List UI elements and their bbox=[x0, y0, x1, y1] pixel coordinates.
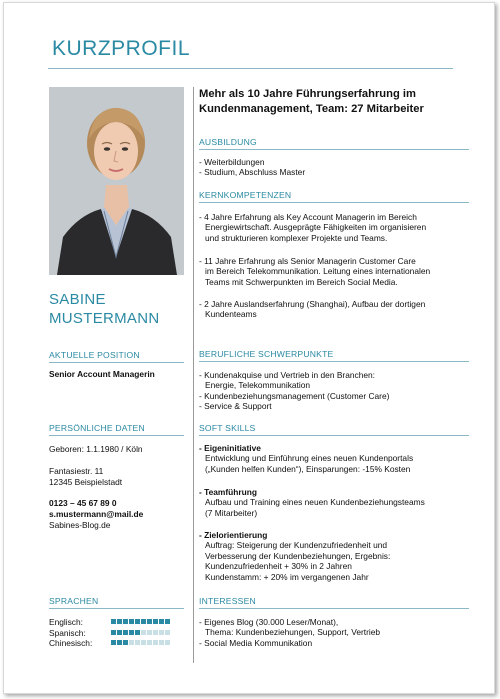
level-square-empty bbox=[141, 640, 146, 645]
list-item-cont: Energie, Telekommunikation bbox=[205, 380, 311, 391]
level-square-empty bbox=[153, 640, 158, 645]
level-square-empty bbox=[135, 640, 140, 645]
language-level bbox=[111, 619, 170, 624]
soft-skill-title: - Teamführung bbox=[199, 487, 257, 497]
level-square-filled bbox=[129, 619, 134, 624]
competence-item bbox=[199, 299, 425, 320]
level-square-filled bbox=[153, 619, 158, 624]
list-item: - 4 Jahre Erfahrung als Key Account Managerin im Bereich bbox=[199, 212, 417, 222]
soft-skill-line: Entwicklung und Einführung eines neuen Kundenportals bbox=[205, 453, 414, 464]
profile-photo bbox=[49, 87, 184, 275]
email: s.mustermann@mail.de bbox=[49, 509, 144, 519]
soft-skills-heading: SOFT SKILLS bbox=[199, 423, 256, 433]
level-square-empty bbox=[159, 630, 164, 635]
level-square-filled bbox=[123, 619, 128, 624]
list-item-cont: Thema: Kundenbeziehungen, Support, Vertrieb bbox=[205, 627, 381, 638]
portrait-illustration bbox=[49, 87, 184, 275]
list-item: - Eigenes Blog (30.000 Leser/Monat), bbox=[199, 617, 339, 627]
list-item: - Weiterbildungen bbox=[199, 157, 265, 167]
list-item-cont: Energiewirtschaft. Ausgeprägte Fähigkeiten im organisieren bbox=[205, 222, 427, 233]
language-name: Englisch: bbox=[49, 617, 83, 627]
soft-skill-line: Kundenstamm: + 20% im vergangenen Jahr bbox=[205, 571, 369, 582]
level-square-empty bbox=[147, 630, 152, 635]
list-item-cont: Teams mit Schwerpunkten im Bereich Social Media. bbox=[205, 276, 398, 287]
personal-heading-line bbox=[49, 435, 184, 436]
full-name bbox=[49, 290, 160, 328]
list-item-cont: und strukturieren komplexer Projekte und Teams. bbox=[205, 232, 388, 243]
level-square-empty bbox=[141, 630, 146, 635]
first-name: SABINE bbox=[49, 291, 106, 308]
soft-skill-title: - Eigeninitiative bbox=[199, 443, 261, 453]
level-square-filled bbox=[135, 630, 140, 635]
competence-item bbox=[199, 212, 426, 243]
soft-skill-line: Aufbau und Training eines neuen Kundenbeziehungsteams bbox=[205, 497, 425, 508]
list-item-cont: im Bereich Telekommunikation. Leitung eines internationalen bbox=[205, 266, 431, 277]
soft-skill-line: Verbesserung der Kundenbeziehungen, Ergebnis: bbox=[205, 550, 391, 561]
education-list bbox=[199, 157, 305, 178]
blog-link: Sabines-Blog.de bbox=[49, 520, 111, 530]
city: 12345 Beispielstadt bbox=[49, 477, 123, 487]
language-name: Spanisch: bbox=[49, 627, 86, 638]
language-row bbox=[49, 628, 86, 638]
street: Fantasiestr. 11 bbox=[49, 466, 104, 476]
level-square-empty bbox=[165, 640, 170, 645]
list-item: - Service & Support bbox=[199, 401, 272, 412]
competence-item bbox=[199, 256, 430, 287]
current-position: Senior Account Managerin bbox=[49, 369, 155, 379]
position-heading: AKTUELLE POSITION bbox=[49, 350, 140, 360]
list-item: - 2 Jahre Auslandserfahrung (Shanghai), Aufbau der dortigen bbox=[199, 299, 426, 309]
level-square-empty bbox=[153, 630, 158, 635]
level-square-filled bbox=[117, 619, 122, 624]
language-level bbox=[111, 640, 170, 645]
level-square-filled bbox=[159, 619, 164, 624]
list-item: - Social Media Kommunikation bbox=[199, 637, 313, 648]
soft-skill bbox=[199, 443, 413, 474]
level-square-filled bbox=[123, 630, 128, 635]
language-name: Chinesisch: bbox=[49, 638, 93, 648]
soft-skill-title: - Zielorientierung bbox=[199, 530, 268, 540]
soft-skill-line: Kundenzufriedenheit + 30% in 2 Jahren bbox=[205, 561, 352, 572]
position-heading-line bbox=[49, 362, 184, 363]
level-square-empty bbox=[165, 630, 170, 635]
languages-heading: SPRACHEN bbox=[49, 596, 99, 606]
personal-heading: PERSÖNLICHE DATEN bbox=[49, 423, 145, 433]
soft-skill bbox=[199, 530, 390, 582]
column-divider bbox=[193, 87, 194, 663]
last-name: MUSTERMANN bbox=[49, 310, 160, 327]
interests-heading-line bbox=[199, 608, 469, 609]
level-square-empty bbox=[129, 640, 134, 645]
education-heading: AUSBILDUNG bbox=[199, 137, 257, 147]
level-square-filled bbox=[141, 619, 146, 624]
soft-skill-line: Auftrag: Steigerung der Kundenzufriedenheit und bbox=[205, 540, 388, 551]
level-square-filled bbox=[123, 640, 128, 645]
level-square-empty bbox=[159, 640, 164, 645]
focus-list bbox=[199, 370, 389, 412]
soft-skill-line: („Kunden helfen Kunden“), Einsparungen: -15% Kosten bbox=[205, 463, 411, 474]
soft-skill-line: (7 Mitarbeiter) bbox=[205, 507, 258, 518]
level-square-filled bbox=[165, 619, 170, 624]
education-heading-line bbox=[199, 149, 469, 150]
interests-heading: INTERESSEN bbox=[199, 596, 256, 606]
phone: 0123 – 45 67 89 0 bbox=[49, 498, 117, 508]
birth-info: Geboren: 1.1.1980 / Köln bbox=[49, 444, 143, 454]
language-row bbox=[49, 638, 92, 648]
list-item: - Kundenakquise und Vertrieb in den Branchen: bbox=[199, 370, 375, 380]
level-square-empty bbox=[147, 640, 152, 645]
level-square-filled bbox=[135, 619, 140, 624]
competence-heading-line bbox=[199, 202, 469, 203]
focus-heading: BERUFLICHE SCHWERPUNKTE bbox=[199, 349, 334, 359]
level-square-filled bbox=[111, 630, 116, 635]
list-item: - 11 Jahre Erfahrung als Senior Managerin Customer Care bbox=[199, 256, 416, 266]
title-divider bbox=[48, 68, 453, 69]
headline: Mehr als 10 Jahre Führungserfahrung im Kundenmanagement, Team: 27 Mitarbeiter bbox=[199, 88, 424, 115]
soft-skill bbox=[199, 487, 425, 518]
level-square-filled bbox=[111, 640, 116, 645]
focus-heading-line bbox=[199, 361, 469, 362]
level-square-filled bbox=[129, 630, 134, 635]
level-square-filled bbox=[117, 630, 122, 635]
interests-list bbox=[199, 617, 380, 648]
competence-heading: KERNKOMPETENZEN bbox=[199, 190, 292, 200]
list-item: - Studium, Abschluss Master bbox=[199, 167, 306, 178]
soft-skills-heading-line bbox=[199, 435, 469, 436]
level-square-filled bbox=[147, 619, 152, 624]
language-level bbox=[111, 630, 170, 635]
languages-heading-line bbox=[49, 608, 184, 609]
level-square-filled bbox=[117, 640, 122, 645]
list-item-cont: Kundenteams bbox=[205, 309, 257, 320]
cv-page bbox=[3, 2, 495, 694]
page-title: KURZPROFIL bbox=[52, 37, 191, 60]
list-item: - Kundenbeziehungsmanagement (Customer Care) bbox=[199, 390, 390, 401]
level-square-filled bbox=[111, 619, 116, 624]
language-row bbox=[49, 617, 83, 627]
